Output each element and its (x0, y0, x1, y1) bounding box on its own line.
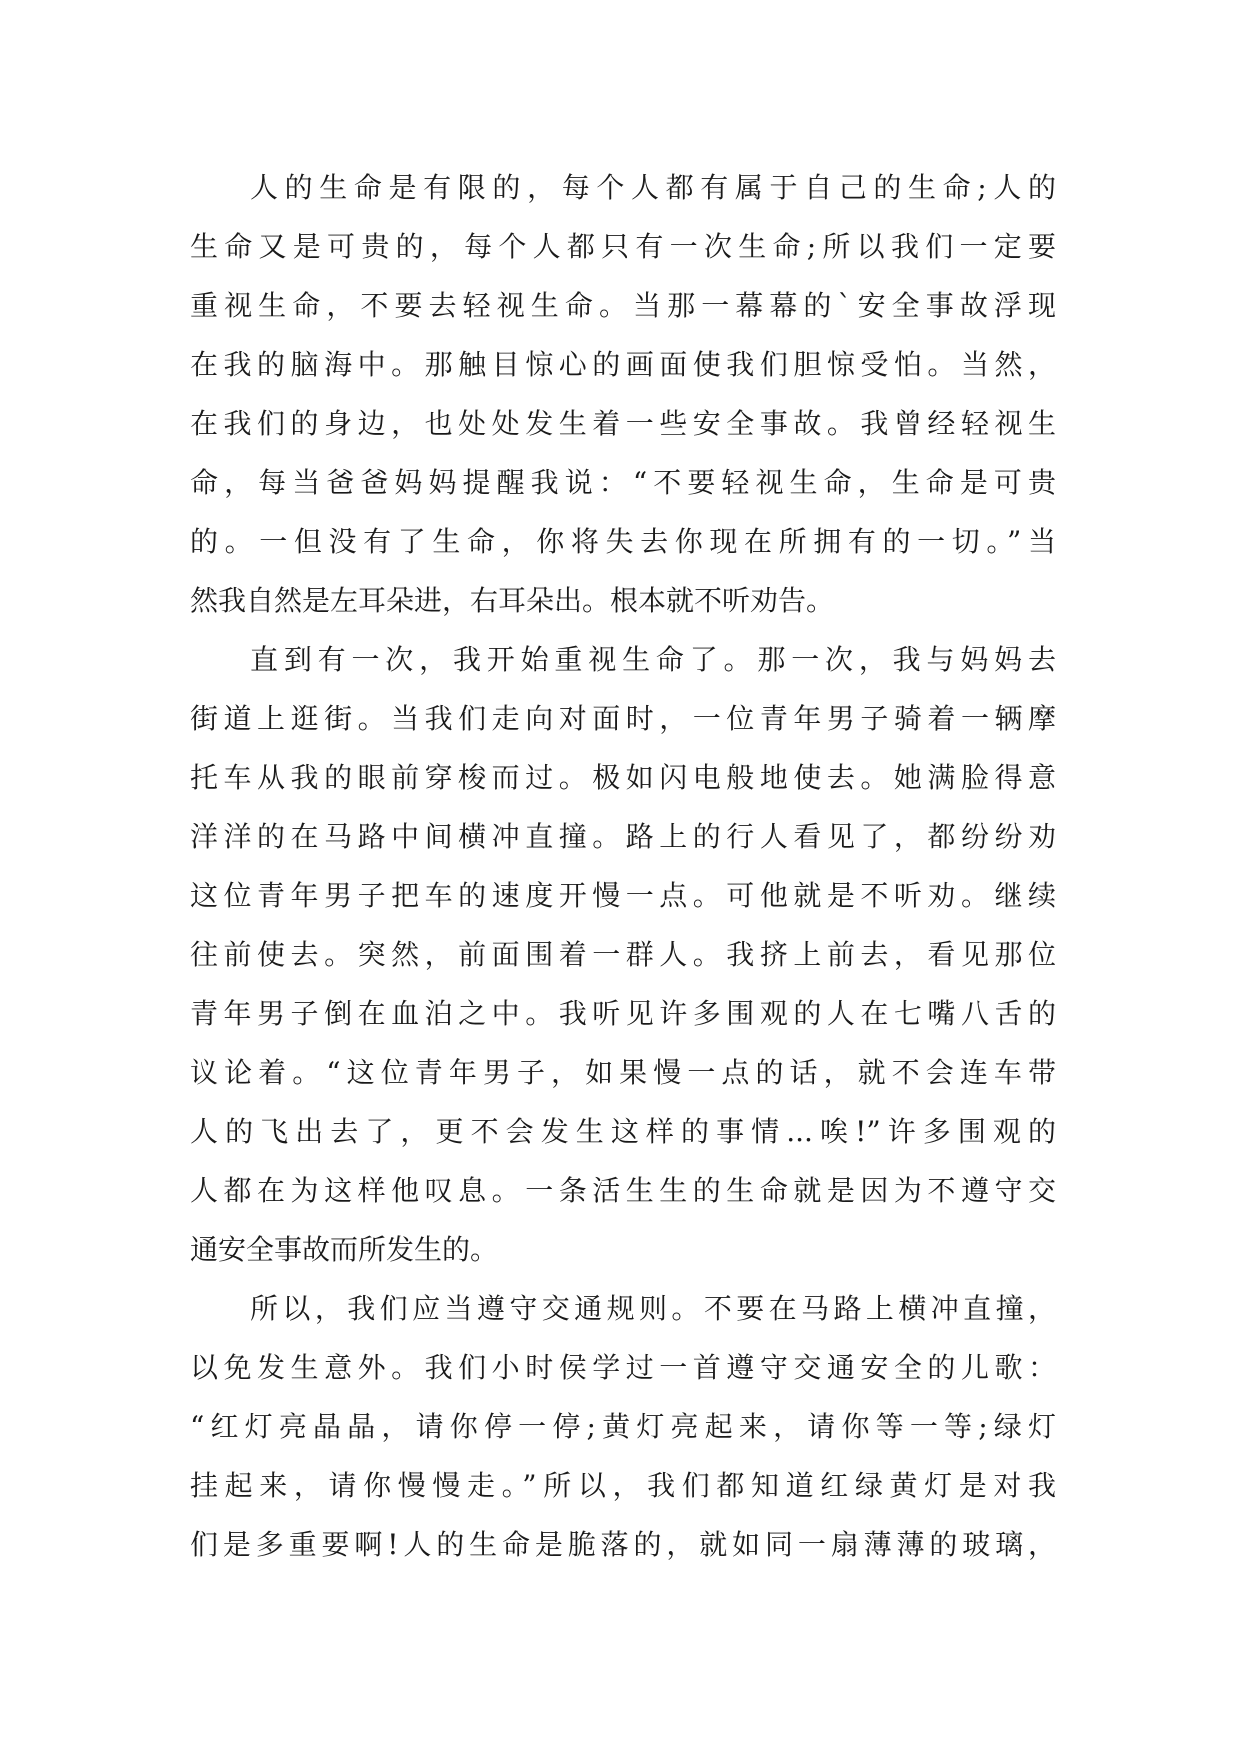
text-line: 所以，我们应当遵守交通规则。不要在马路上横冲直撞， (250, 1292, 1056, 1325)
text-line: 往前使去。突然，前面围着一群人。我挤上前去，看见那位 (190, 938, 1056, 971)
text-line: 人都在为这样他叹息。一条活生生的生命就是因为不遵守交 (190, 1174, 1056, 1207)
text-line: 重视生命，不要去轻视生命。当那一幕幕的`安全事故浮现 (190, 289, 1056, 322)
text-line: 洋洋的在马路中间横冲直撞。路上的行人看见了，都纷纷劝 (190, 820, 1056, 853)
text-line: 挂起来，请你慢慢走。”所以，我们都知道红绿黄灯是对我 (190, 1469, 1056, 1502)
paragraph-2 (190, 630, 1056, 1279)
text-line: 托车从我的眼前穿梭而过。极如闪电般地使去。她满脸得意 (190, 761, 1056, 794)
text-line: 在我们的身边，也处处发生着一些安全事故。我曾经轻视生 (190, 407, 1056, 440)
text-line: 的。一但没有了生命，你将失去你现在所拥有的一切。”当 (190, 525, 1056, 558)
paragraph-1 (190, 158, 1056, 630)
text-line: 青年男子倒在血泊之中。我听见许多围观的人在七嘴八舌的 (190, 997, 1056, 1030)
document-body (190, 158, 1056, 1574)
text-line: 通安全事故而所发生的。 (190, 1233, 499, 1266)
text-line: “红灯亮晶晶，请你停一停;黄灯亮起来，请你等一等;绿灯 (190, 1410, 1056, 1443)
text-line: 人的飞出去了，更不会发生这样的事情...唉!”许多围观的 (190, 1115, 1056, 1148)
text-line: 这位青年男子把车的速度开慢一点。可他就是不听劝。继续 (190, 879, 1056, 912)
paragraph-3 (190, 1279, 1056, 1574)
text-line: 命，每当爸爸妈妈提醒我说：“不要轻视生命，生命是可贵 (190, 466, 1056, 499)
text-line: 们是多重要啊!人的生命是脆落的，就如同一扇薄薄的玻璃， (190, 1528, 1056, 1561)
text-line: 街道上逛街。当我们走向对面时，一位青年男子骑着一辆摩 (190, 702, 1056, 735)
text-line: 以免发生意外。我们小时侯学过一首遵守交通安全的儿歌： (190, 1351, 1056, 1384)
text-line: 人的生命是有限的，每个人都有属于自己的生命;人的 (250, 171, 1056, 204)
text-line: 直到有一次，我开始重视生命了。那一次，我与妈妈去 (250, 643, 1056, 676)
text-line: 然我自然是左耳朵进，右耳朵出。根本就不听劝告。 (190, 584, 835, 617)
text-line: 生命又是可贵的，每个人都只有一次生命;所以我们一定要 (190, 230, 1056, 263)
text-line: 在我的脑海中。那触目惊心的画面使我们胆惊受怕。当然， (190, 348, 1056, 381)
text-line: 议论着。“这位青年男子，如果慢一点的话，就不会连车带 (190, 1056, 1056, 1089)
